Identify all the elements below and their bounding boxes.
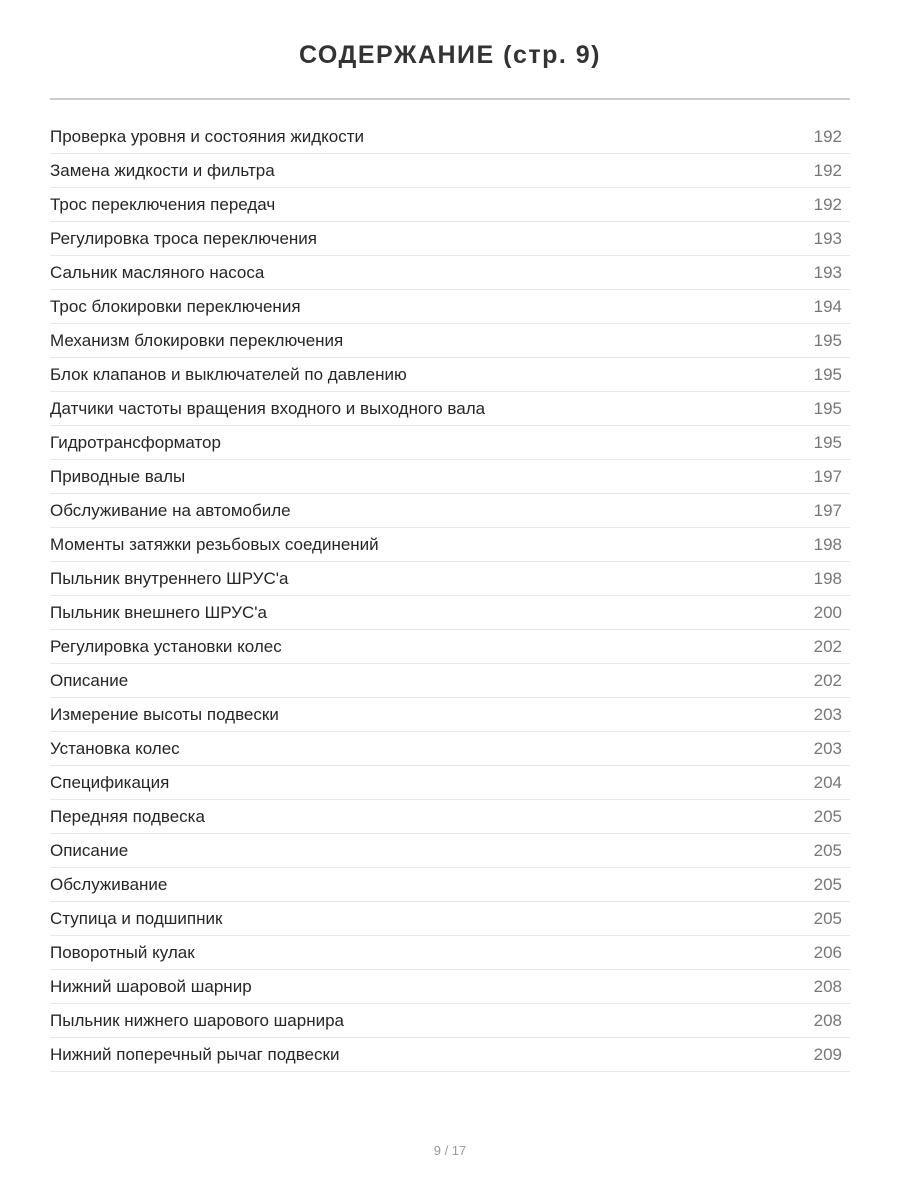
toc-entry-page: 198 [813, 534, 842, 554]
toc-entry-page: 195 [813, 330, 842, 350]
toc-entry-page: 205 [813, 806, 842, 826]
toc-entry[interactable] [50, 698, 850, 732]
toc-entry-title: Установка колес [50, 738, 180, 758]
toc-entry-title: Обслуживание на автомобиле [50, 500, 291, 520]
table-of-contents [50, 120, 850, 1072]
toc-entry-title: Ступица и подшипник [50, 908, 223, 928]
toc-entry-title: Замена жидкости и фильтра [50, 160, 275, 180]
toc-entry-title: Поворотный кулак [50, 942, 195, 962]
toc-entry[interactable] [50, 732, 850, 766]
toc-entry[interactable] [50, 188, 850, 222]
toc-entry-page: 195 [813, 398, 842, 418]
page-title: СОДЕРЖАНИЕ (стр. 9) [298, 41, 602, 69]
toc-entry-title: Нижний шаровой шарнир [50, 976, 252, 996]
toc-entry[interactable] [50, 834, 850, 868]
toc-entry[interactable] [50, 766, 850, 800]
toc-entry[interactable] [50, 800, 850, 834]
toc-entry-page: 208 [813, 1010, 842, 1030]
toc-entry[interactable] [50, 324, 850, 358]
toc-entry-title: Регулировка троса переключения [50, 228, 317, 248]
toc-entry-title: Моменты затяжки резьбовых соединений [50, 534, 379, 554]
toc-entry-title: Обслуживание [50, 874, 168, 894]
toc-entry-page: 205 [813, 908, 842, 928]
toc-entry[interactable] [50, 936, 850, 970]
title-divider [50, 98, 850, 100]
toc-entry[interactable] [50, 426, 850, 460]
toc-entry[interactable] [50, 630, 850, 664]
toc-entry-title: Нижний поперечный рычаг подвески [50, 1044, 340, 1064]
toc-entry-page: 192 [813, 126, 842, 146]
toc-entry-title: Трос блокировки переключения [50, 296, 301, 316]
toc-entry[interactable] [50, 1004, 850, 1038]
toc-entry-page: 203 [813, 704, 842, 724]
toc-entry-page: 195 [813, 432, 842, 452]
toc-entry[interactable] [50, 868, 850, 902]
toc-entry-title: Сальник масляного насоса [50, 262, 265, 282]
toc-entry-title: Передняя подвеска [50, 806, 205, 826]
toc-entry-title: Описание [50, 670, 129, 690]
toc-entry-page: 195 [813, 364, 842, 384]
toc-entry-title: Проверка уровня и состояния жидкости [50, 126, 365, 146]
toc-entry-page: 209 [813, 1044, 842, 1064]
toc-entry-page: 200 [813, 602, 842, 622]
toc-entry-title: Регулировка установки колес [50, 636, 282, 656]
toc-entry-title: Приводные валы [50, 466, 186, 486]
toc-entry-page: 192 [813, 194, 842, 214]
toc-entry[interactable] [50, 596, 850, 630]
page-indicator: 9 / 17 [433, 1143, 467, 1158]
toc-entry[interactable] [50, 902, 850, 936]
toc-entry-title: Трос переключения передач [50, 194, 276, 214]
toc-entry[interactable] [50, 562, 850, 596]
toc-entry[interactable] [50, 256, 850, 290]
toc-entry-title: Гидротрансформатор [50, 432, 221, 452]
toc-entry-page: 193 [813, 262, 842, 282]
toc-entry-page: 202 [813, 670, 842, 690]
toc-entry-title: Пыльник внутреннего ШРУС'а [50, 568, 289, 588]
toc-entry-title: Спецификация [50, 772, 170, 792]
toc-entry-page: 194 [813, 296, 842, 316]
toc-entry[interactable] [50, 392, 850, 426]
toc-entry-page: 208 [813, 976, 842, 996]
toc-entry-title: Описание [50, 840, 129, 860]
toc-entry[interactable] [50, 528, 850, 562]
toc-entry-title: Механизм блокировки переключения [50, 330, 344, 350]
toc-entry[interactable] [50, 1038, 850, 1072]
toc-entry[interactable] [50, 290, 850, 324]
toc-entry-title: Пыльник нижнего шарового шарнира [50, 1010, 345, 1030]
toc-entry-page: 204 [813, 772, 842, 792]
toc-entry-page: 198 [813, 568, 842, 588]
toc-entry-title: Пыльник внешнего ШРУС'а [50, 602, 267, 622]
toc-entry-page: 203 [813, 738, 842, 758]
toc-entry-page: 205 [813, 840, 842, 860]
toc-entry-page: 193 [813, 228, 842, 248]
toc-entry[interactable] [50, 358, 850, 392]
toc-entry[interactable] [50, 970, 850, 1004]
toc-entry[interactable] [50, 494, 850, 528]
toc-entry[interactable] [50, 222, 850, 256]
toc-entry[interactable] [50, 154, 850, 188]
toc-entry-title: Блок клапанов и выключателей по давлению [50, 364, 407, 384]
toc-entry-page: 206 [813, 942, 842, 962]
toc-entry-page: 197 [813, 466, 842, 486]
toc-entry-page: 202 [813, 636, 842, 656]
toc-entry[interactable] [50, 664, 850, 698]
toc-entry-page: 192 [813, 160, 842, 180]
toc-entry-title: Датчики частоты вращения входного и выходного вала [50, 398, 486, 418]
toc-entry-title: Измерение высоты подвески [50, 704, 279, 724]
toc-entry-page: 205 [813, 874, 842, 894]
toc-entry-page: 197 [813, 500, 842, 520]
toc-entry[interactable] [50, 120, 850, 154]
toc-entry[interactable] [50, 460, 850, 494]
